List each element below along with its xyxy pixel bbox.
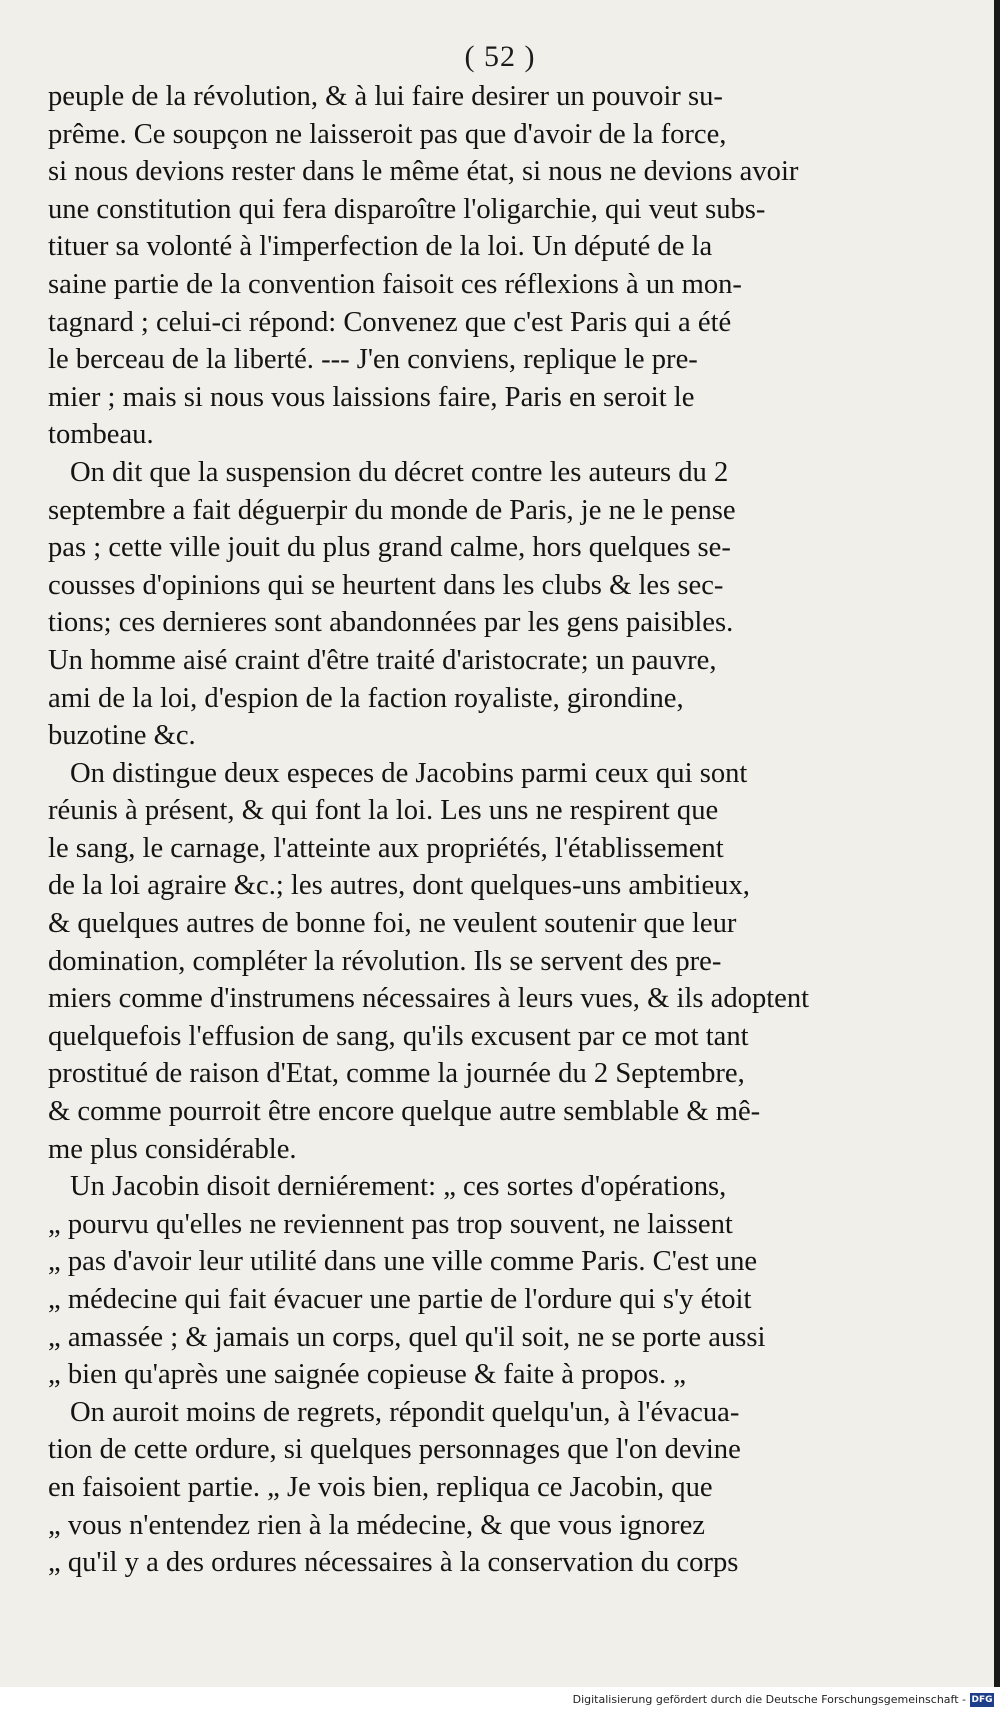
text-line: Un Jacobin disoit derniérement: „ ces sortes d'opérations, [70, 1171, 727, 1203]
text-line: & comme pourroit être encore quelque autre semblable & mê- [48, 1096, 761, 1128]
text-line: prême. Ce soupçon ne laisseroit pas que d'avoir de la force, [48, 118, 727, 150]
text-line: quelquefois l'effusion de sang, qu'ils excusent par ce mot tant [48, 1020, 749, 1052]
text-line: On distingue deux especes de Jacobins parmi ceux qui sont [70, 757, 748, 789]
text-line: pas ; cette ville jouit du plus grand calme, hors quelques se- [48, 532, 731, 564]
text-line: Un homme aisé craint d'être traité d'aristocrate; un pauvre, [48, 644, 717, 676]
dfg-logo: DFG [971, 1695, 993, 1705]
text-line: prostitué de raison d'Etat, comme la journée du 2 Septembre, [48, 1058, 745, 1090]
text-line: tion de cette ordure, si quelques personnages que l'on devine [48, 1434, 741, 1466]
text-line: „ pourvu qu'elles ne reviennent pas trop souvent, ne laissent [48, 1208, 733, 1240]
page-number: ( 52 ) [464, 40, 536, 73]
text-line: tituer sa volonté à l'imperfection de la loi. Un député de la [48, 231, 713, 263]
text-line: miers comme d'instrumens nécessaires à leurs vues, & ils adoptent [48, 983, 810, 1015]
scan-edge [994, 0, 1000, 1711]
text-line: domination, compléter la révolution. Ils se servent des pre- [48, 945, 722, 977]
text-line: tions; ces dernieres sont abandonnées par les gens paisibles. [48, 607, 734, 639]
text-line: en faisoient partie. „ Je vois bien, repliqua ce Jacobin, que [48, 1471, 713, 1503]
text-line: me plus considérable. [48, 1133, 297, 1165]
text-line: „ vous n'entendez rien à la médecine, & que vous ignorez [48, 1509, 706, 1541]
text-line: si nous devions rester dans le même état, si nous ne devions avoir [48, 156, 799, 188]
text-line: On dit que la suspension du décret contre les auteurs du 2 [70, 456, 729, 488]
text-line: le sang, le carnage, l'atteinte aux propriétés, l'établissement [48, 832, 724, 864]
text-line: „ bien qu'après une saignée copieuse & faite à propos. „ [48, 1359, 686, 1391]
text-line: septembre a fait déguerpir du monde de Paris, je ne le pense [48, 494, 736, 526]
text-line: le berceau de la liberté. --- J'en conviens, replique le pre- [48, 344, 698, 376]
text-line: mier ; mais si nous vous laissions faire, Paris en seroit le [48, 381, 695, 413]
text-line: réunis à présent, & qui font la loi. Les uns ne respirent que [48, 795, 719, 827]
text-line: „ pas d'avoir leur utilité dans une ville comme Paris. C'est une [48, 1246, 758, 1278]
text-line: tagnard ; celui-ci répond: Convenez que c'est Paris qui a été [48, 306, 732, 338]
text-line: saine partie de la convention faisoit ces réflexions à un mon- [48, 268, 742, 300]
text-line: cousses d'opinions qui se heurtent dans les clubs & les sec- [48, 569, 724, 601]
text-line: & quelques autres de bonne foi, ne veulent soutenir que leur [48, 908, 737, 940]
text-line: „ amassée ; & jamais un corps, quel qu'il soit, ne se porte aussi [48, 1321, 766, 1353]
footer-bar [0, 1687, 1000, 1711]
text-line: „ médecine qui fait évacuer une partie de l'ordure qui s'y étoit [48, 1284, 752, 1315]
body-text [48, 78, 958, 1582]
text-line: de la loi agraire &c.; les autres, dont quelques-uns ambitieux, [48, 870, 750, 902]
text-line: On auroit moins de regrets, répondit quelqu'un, à l'évacua- [70, 1396, 740, 1428]
text-line: peuple de la révolution, & à lui faire desirer un pouvoir su- [48, 81, 723, 112]
text-line: tombeau. [48, 419, 154, 451]
text-line: „ qu'il y a des ordures nécessaires à la conservation du corps [48, 1547, 739, 1579]
digitization-credit: Digitalisierung gefördert durch die Deutsche Forschungsgemeinschaft - [572, 1693, 966, 1706]
text-line: une constitution qui fera disparoître l'oligarchie, qui veut subs- [48, 193, 766, 225]
text-line: ami de la loi, d'espion de la faction royaliste, girondine, [48, 682, 684, 714]
text-line: buzotine &c. [48, 720, 196, 752]
